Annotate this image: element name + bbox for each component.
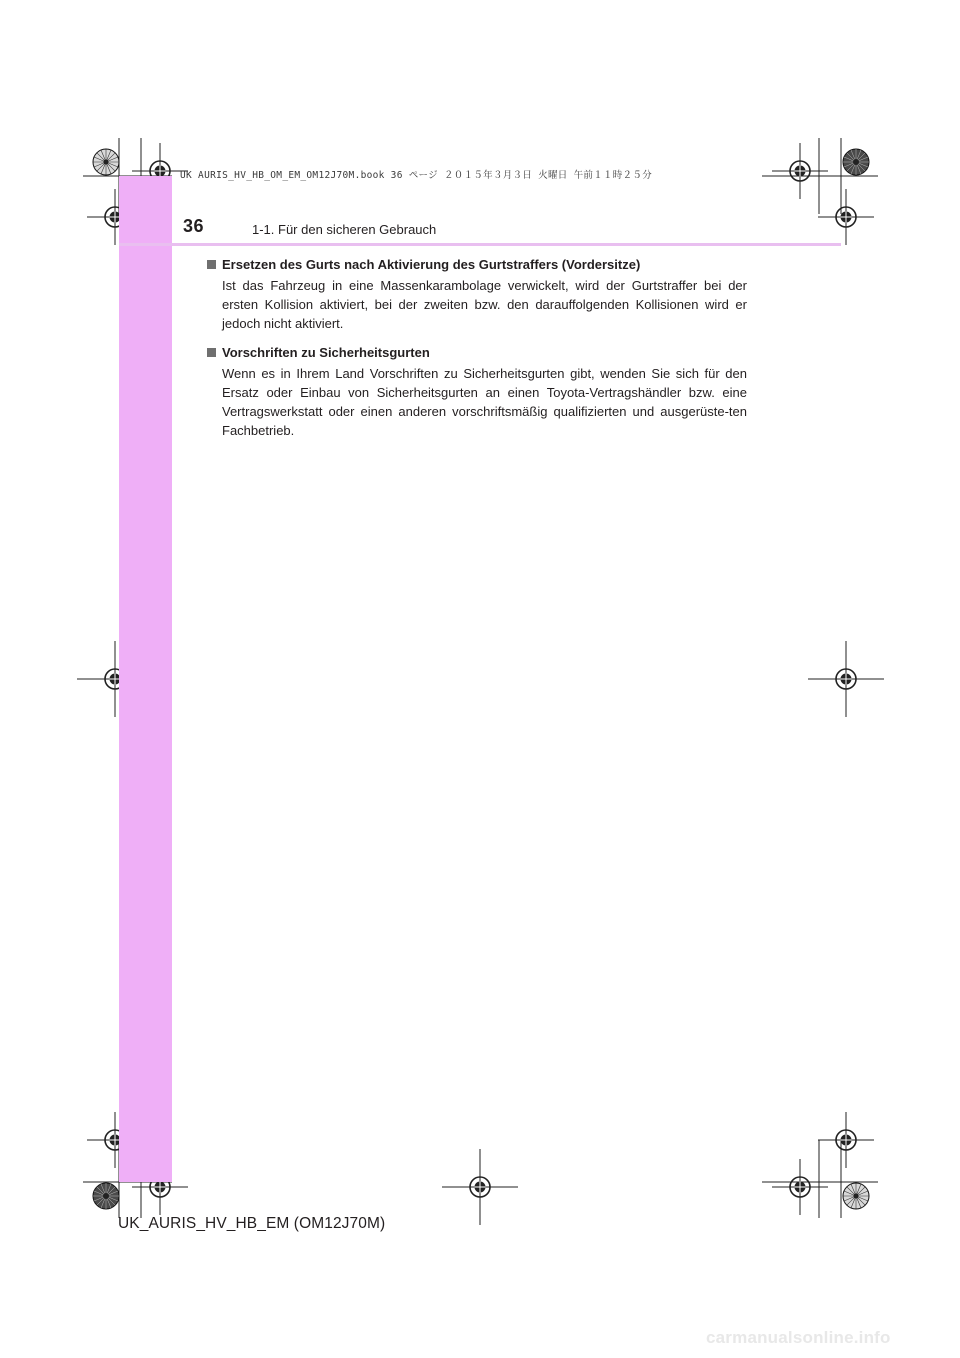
- content-section: [207, 255, 747, 333]
- content-section: [207, 343, 747, 440]
- bullet-square-icon: [207, 260, 216, 269]
- watermark: carmanualsonline.info: [706, 1328, 891, 1347]
- page-number: 36: [183, 216, 205, 236]
- content-section-heading: [207, 255, 747, 274]
- content-section-body: Ist das Fahrzeug in eine Massenkarambolage verwickelt, wird der Gurtstraffer bei der ersten Kollision aktiviert, bei der zweiten bzw. den darauffolgenden Kollisionen wird er jedoch nicht aktiviert.: [222, 278, 747, 331]
- content-section-body: Wenn es in Ihrem Land Vorschriften zu Sicherheitsgurten gibt, wenden Sie sich für den Ersatz oder Einbau von Sicherheitsgurten an einen Toyota-Vertragshändler bzw. eine Vertragswerkstatt oder einen anderen vorschriftsmäßig qualifizierten und ausgerüste-ten Fachbetrieb.: [222, 366, 747, 438]
- header-rule: [119, 243, 841, 246]
- content-section-title: Vorschriften zu Sicherheitsgurten: [222, 345, 430, 360]
- page-content: [207, 255, 747, 450]
- print-stamp: UK AURIS_HV_HB_OM_EM_OM12J70M.book 36 ページ ２０１５年３月３日 火曜日 午前１１時２５分: [180, 170, 653, 181]
- chapter-side-tab: [119, 176, 172, 1182]
- content-section-heading: [207, 343, 747, 362]
- section-title: 1-1. Für den sicheren Gebrauch: [252, 222, 437, 237]
- content-section-title: Ersetzen des Gurts nach Aktivierung des Gurtstraffers (Vordersitze): [222, 257, 641, 272]
- bullet-square-icon: [207, 348, 216, 357]
- document-code: UK_AURIS_HV_HB_EM (OM12J70M): [118, 1215, 386, 1232]
